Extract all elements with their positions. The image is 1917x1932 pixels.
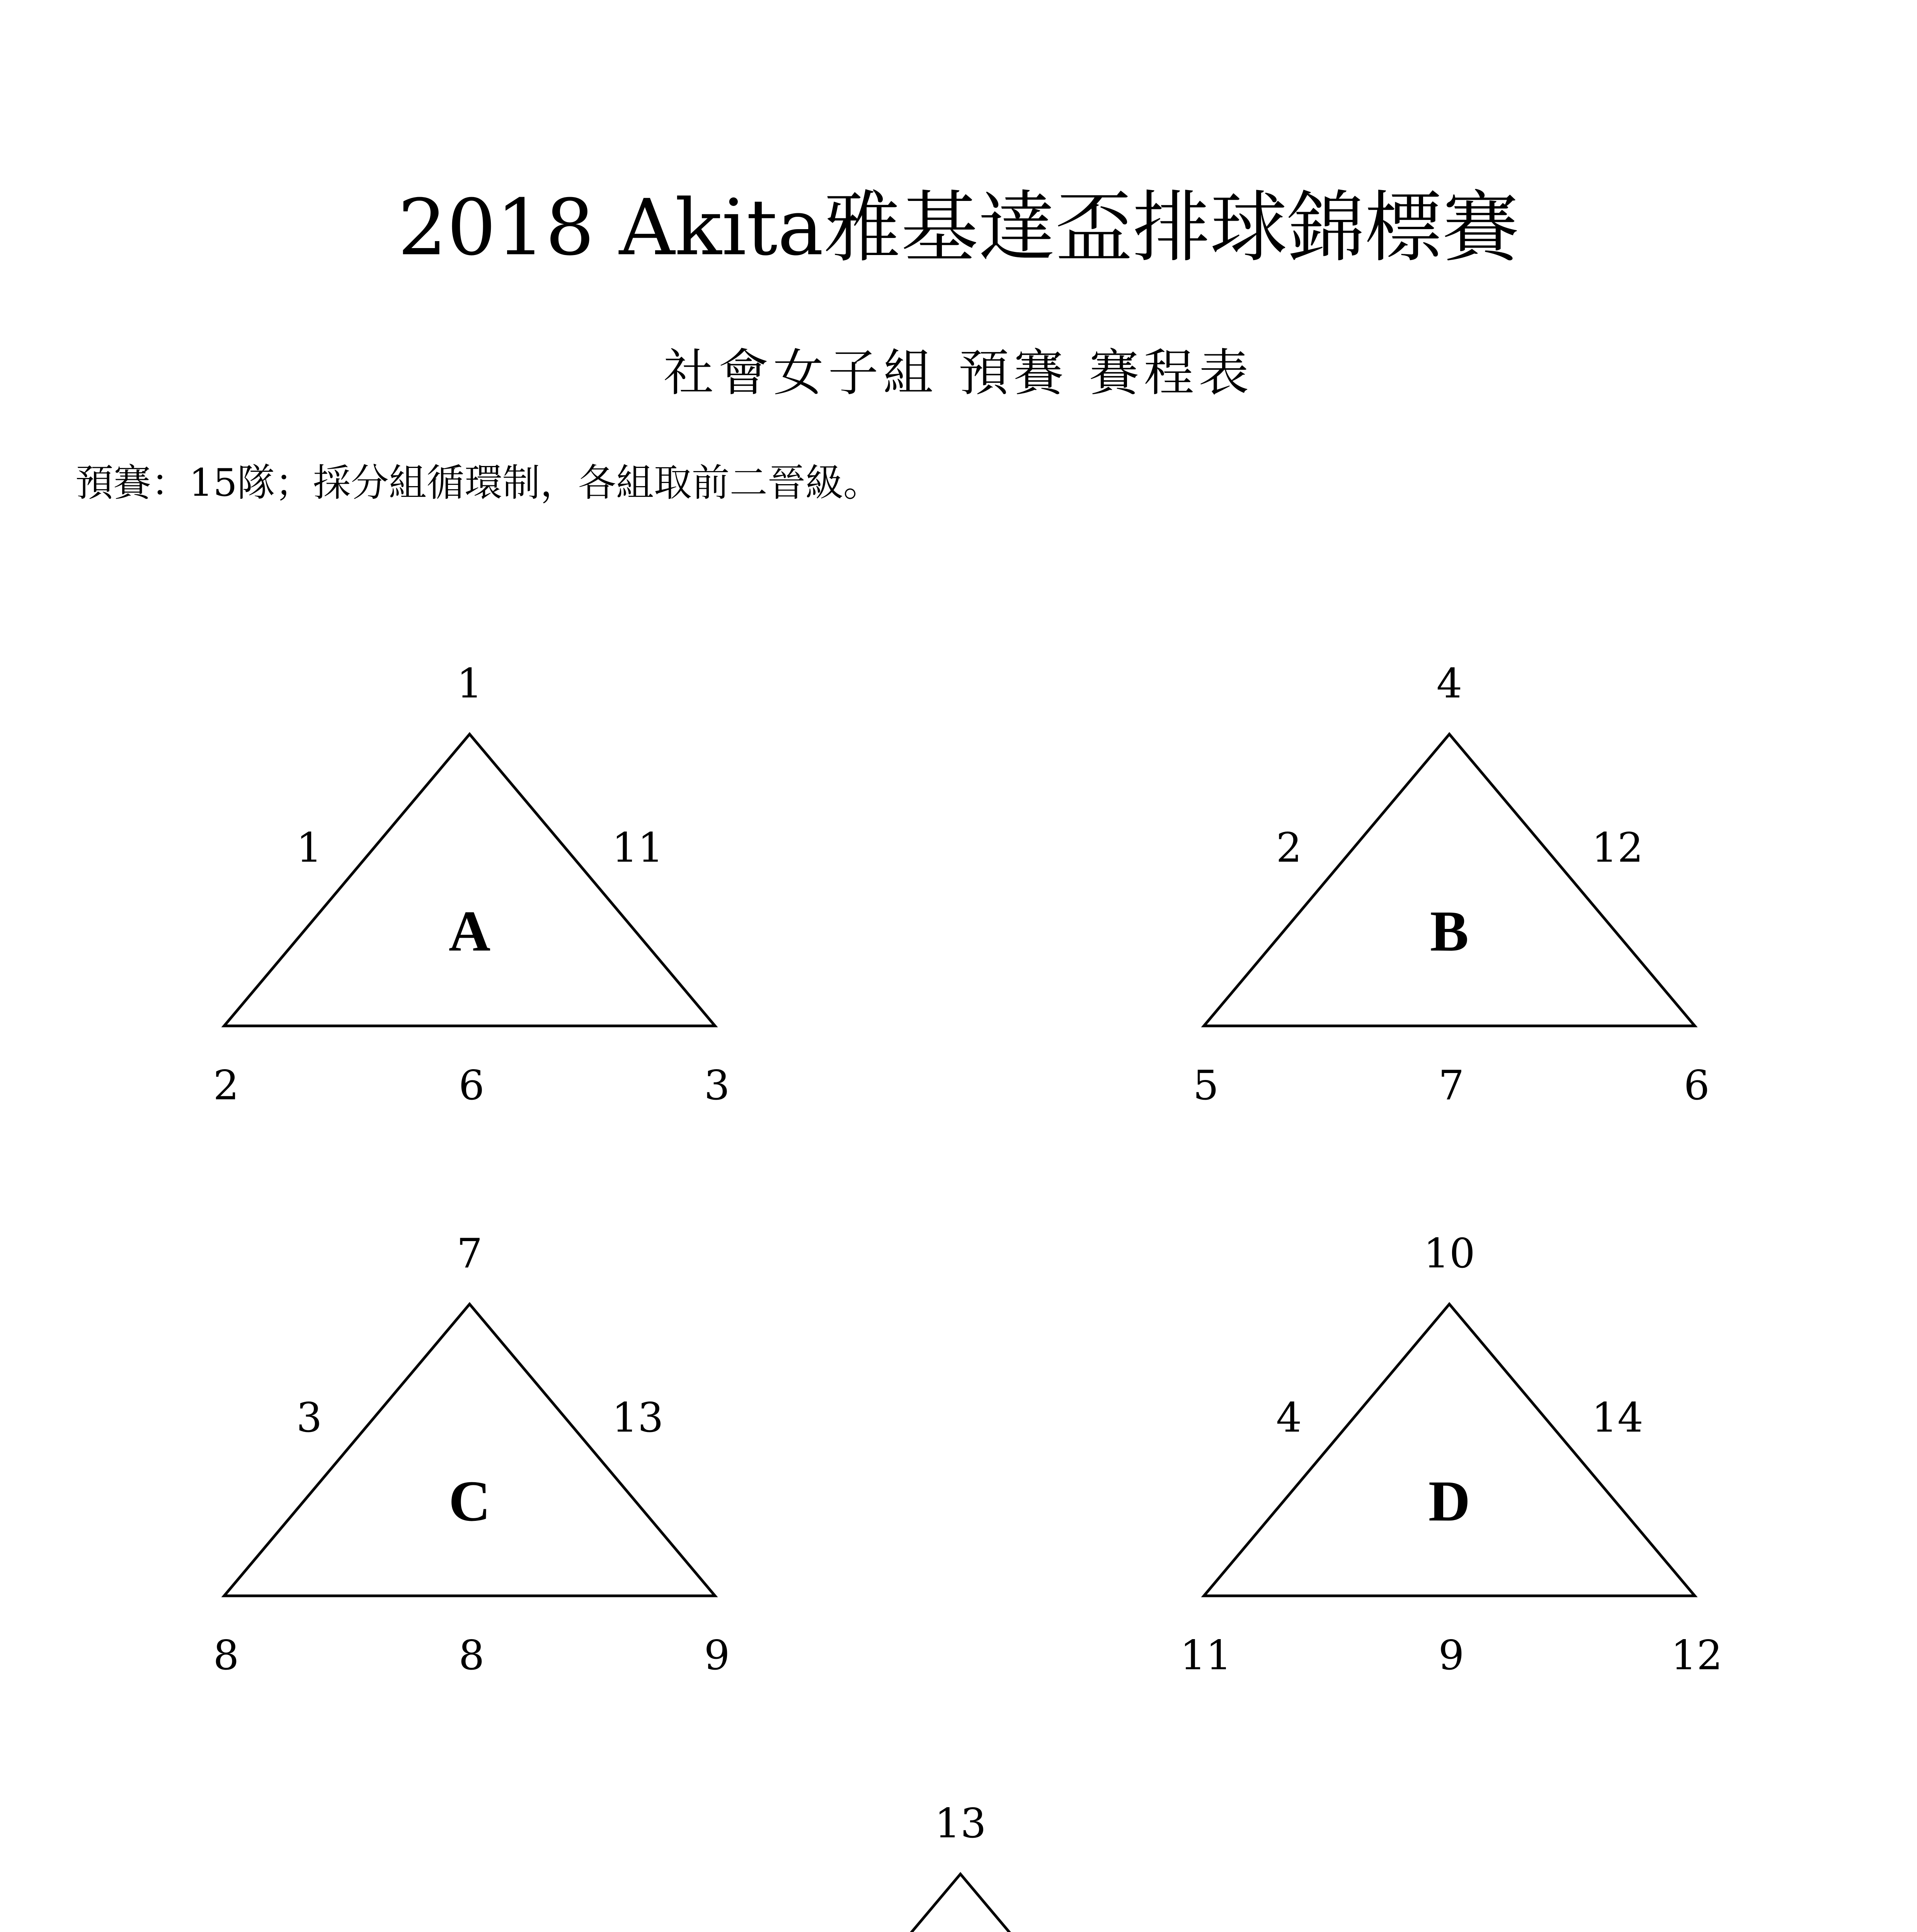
group-a-right-match: 11 [612, 824, 664, 871]
group-d-left-team: 11 [1180, 1632, 1232, 1679]
group-c-triangle [224, 1304, 715, 1596]
group-c-bottom-match: 8 [458, 1632, 485, 1679]
group-e-triangle [715, 1874, 1206, 1932]
group-a-label: A [448, 899, 491, 963]
group-b-right-match: 12 [1592, 824, 1643, 871]
group-a-bottom-match: 6 [458, 1062, 485, 1109]
group-d-right-team: 12 [1671, 1632, 1723, 1679]
tournament-rule: 預賽：15隊；採分組循環制，各組取前二晉級。 [75, 461, 881, 505]
group-b-bottom-match: 7 [1438, 1062, 1464, 1109]
group-d-right-match: 14 [1592, 1394, 1643, 1441]
group-c-top-team: 7 [456, 1230, 483, 1277]
group-c-right-team: 9 [704, 1632, 730, 1679]
group-b-top-team: 4 [1436, 660, 1462, 707]
group-a-top-team: 1 [456, 660, 483, 707]
page-title: 2018 Akita雅基達盃排球錦標賽 [398, 183, 1519, 273]
group-d-top-team: 10 [1423, 1230, 1475, 1277]
group-a-right-team: 3 [704, 1062, 730, 1109]
group-b-right-team: 6 [1684, 1062, 1710, 1109]
group-b-left-match: 2 [1276, 824, 1302, 871]
group-d-label: D [1428, 1469, 1471, 1533]
group-b-label: B [1430, 899, 1469, 963]
group-b-left-team: 5 [1193, 1062, 1219, 1109]
group-c-left-team: 8 [213, 1632, 239, 1679]
page-subtitle: 社會女子組 預賽 賽程表 [663, 344, 1254, 402]
group-a-triangle [224, 734, 715, 1026]
group-b-triangle [1204, 734, 1695, 1026]
group-d-triangle [1204, 1304, 1695, 1596]
group-c-left-match: 3 [296, 1394, 322, 1441]
group-e-top-team: 13 [935, 1800, 986, 1847]
group-d-bottom-match: 9 [1438, 1632, 1464, 1679]
group-c-right-match: 13 [612, 1394, 664, 1441]
group-c-label: C [448, 1469, 491, 1533]
group-a-left-match: 1 [296, 824, 322, 871]
group-a-left-team: 2 [213, 1062, 239, 1109]
group-d-left-match: 4 [1276, 1394, 1302, 1441]
